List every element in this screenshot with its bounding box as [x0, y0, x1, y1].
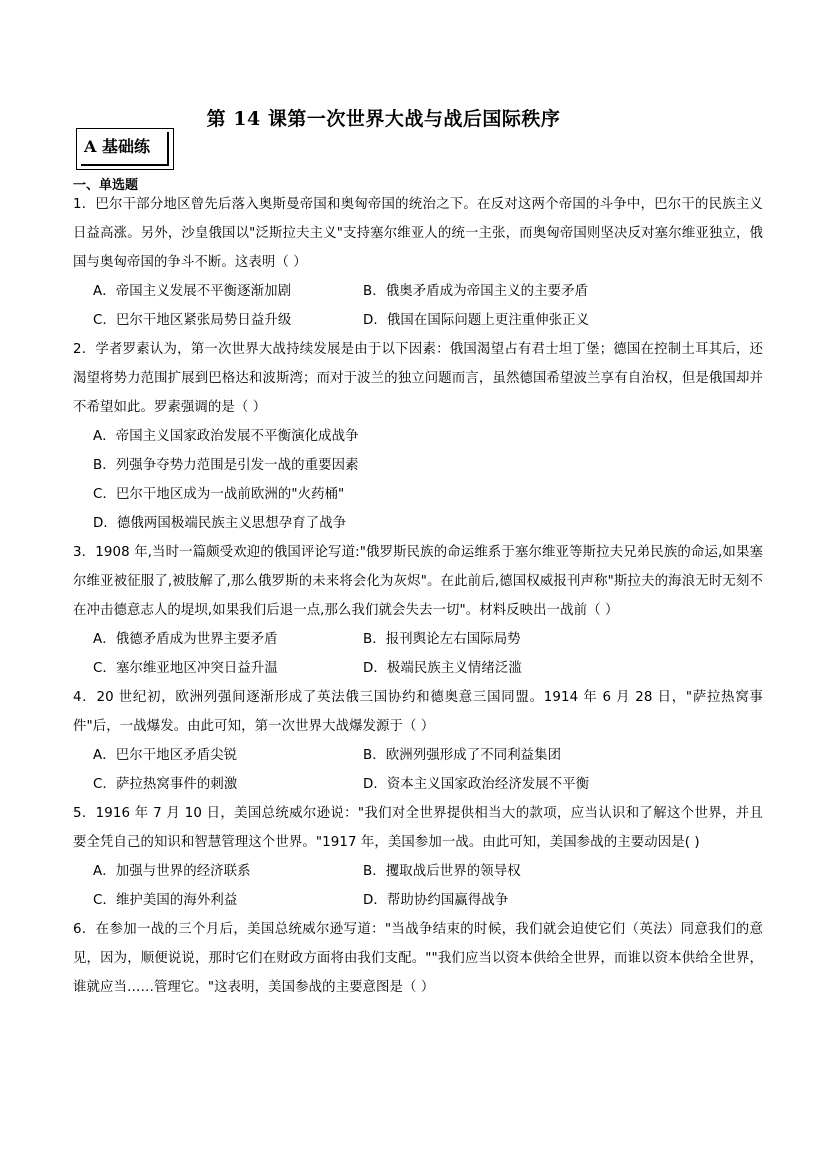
level-badge — [76, 128, 174, 170]
option-c: C．萨拉热窝事件的刺激 — [93, 777, 238, 792]
option-a: A．俄德矛盾成为世界主要矛盾 — [93, 632, 278, 647]
section-heading: 一、单选题 — [73, 178, 139, 193]
option-c: C．塞尔维亚地区冲突日益升温 — [93, 661, 278, 676]
option-a: A．加强与世界的经济联系 — [93, 864, 251, 879]
option-b: B．报刊舆论左右国际局势 — [363, 632, 521, 647]
option-c: C．巴尔干地区紧张局势日益升级 — [93, 313, 292, 328]
question-2 — [73, 335, 763, 538]
question-5 — [73, 799, 763, 915]
option-a: A．帝国主义发展不平衡逐渐加剧 — [93, 284, 292, 299]
option-a: A．帝国主义国家政治发展不平衡演化成战争 — [93, 429, 359, 444]
options-grid — [73, 741, 763, 799]
question-list — [73, 190, 763, 1002]
options-grid — [73, 857, 763, 915]
question-stem: 5．1916 年 7 月 10 日，美国总统威尔逊说："我们对全世界提供相当大的款项，应当认识和了解这个世界，并且要全凭自己的知识和智慧管理这个世界。"1917 年，美国参加一战。由此可知，美国参战的主要动因是( ) — [73, 806, 763, 850]
question-stem: 1．巴尔干部分地区曾先后落入奥斯曼帝国和奥匈帝国的统治之下。在反对这两个帝国的斗争中，巴尔干的民族主义日益高涨。另外，沙皇俄国以"泛斯拉夫主义"支持塞尔维亚人的统一主张，而奥匈帝国则坚决反对塞尔维亚独立，俄国与奥匈帝国的争斗不断。这表明（ ） — [73, 197, 763, 270]
question-6 — [73, 915, 763, 1002]
option-d: D．德俄两国极端民族主义思想孕育了战争 — [93, 516, 347, 531]
option-d: D．极端民族主义情绪泛滥 — [363, 661, 522, 676]
question-3 — [73, 538, 763, 683]
question-stem: 6．在参加一战的三个月后，美国总统威尔逊写道："当战争结束的时候，我们就会迫使它们（英法）同意我们的意见，因为，顺便说说，那时它们在财政方面将由我们支配。""我们应当以资本供给全世界，而谁以资本供给全世界，谁就应当……管理它。"这表明，美国参战的主要意图是（ ） — [73, 922, 763, 995]
options-grid — [73, 277, 763, 335]
level-badge-label: A 基础练 — [84, 137, 150, 156]
question-stem: 4．20 世纪初，欧洲列强间逐渐形成了英法俄三国协约和德奥意三国同盟。1914 年 6 月 28 日，"萨拉热窝事件"后，一战爆发。由此可知，第一次世界大战爆发源于（ ） — [73, 690, 763, 734]
option-d: D．帮助协约国赢得战争 — [363, 893, 509, 908]
option-c: C．巴尔干地区成为一战前欧洲的"火药桶" — [93, 487, 345, 502]
option-b: B．俄奥矛盾成为帝国主义的主要矛盾 — [363, 284, 589, 299]
option-d: D．资本主义国家政治经济发展不平衡 — [363, 777, 590, 792]
question-4 — [73, 683, 763, 799]
options-list — [73, 422, 763, 538]
question-stem: 2．学者罗素认为，第一次世界大战持续发展是由于以下因素：俄国渴望占有君士坦丁堡；德国在控制土耳其后，还渴望将势力范围扩展到巴格达和波斯湾；而对于波兰的独立问题而言，虽然德国希望波兰享有自治权，但是俄国却并不希望如此。罗素强调的是（ ） — [73, 342, 763, 415]
option-d: D．俄国在国际问题上更注重伸张正义 — [363, 313, 590, 328]
question-stem: 3．1908 年,当时一篇颇受欢迎的俄国评论写道:"俄罗斯民族的命运维系于塞尔维亚等斯拉夫兄弟民族的命运,如果塞尔维亚被征服了,被肢解了,那么俄罗斯的未来将会化为灰烬"。在此前后,德国权威报刊声称"斯拉夫的海浪无时无刻不在冲击德意志人的堤坝,如果我们后退一点,那么我们就会失去一切"。材料反映出一战前（ ） — [73, 545, 763, 618]
option-b: B．列强争夺势力范围是引发一战的重要因素 — [93, 458, 359, 473]
question-1 — [73, 190, 763, 335]
options-grid — [73, 625, 763, 683]
option-b: B．攫取战后世界的领导权 — [363, 864, 521, 879]
option-c: C．维护美国的海外利益 — [93, 893, 238, 908]
option-b: B．欧洲列强形成了不同利益集团 — [363, 748, 562, 763]
page-title: 第 14 课第一次世界大战与战后国际秩序 — [206, 108, 561, 130]
option-a: A．巴尔干地区矛盾尖锐 — [93, 748, 238, 763]
